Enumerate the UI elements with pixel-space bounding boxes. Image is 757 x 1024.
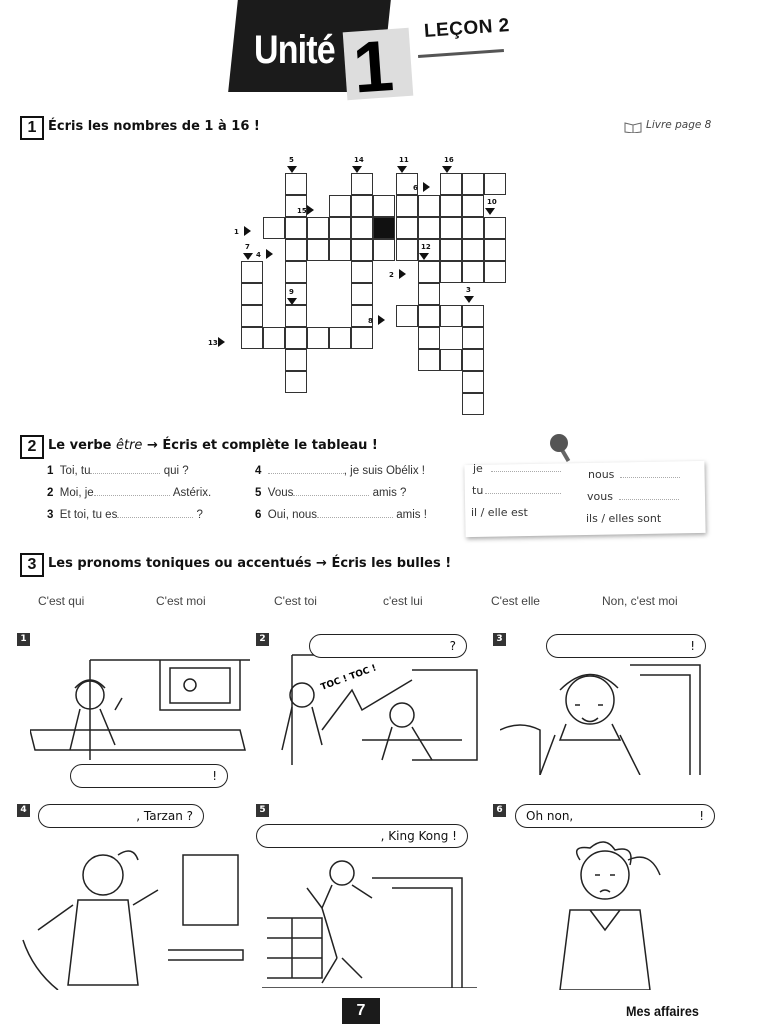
word-bank-item: C'est toi [274,594,317,608]
crossword-cell[interactable] [484,173,506,195]
crossword-cell[interactable] [440,305,462,327]
word-bank-item: Non, c'est moi [602,594,678,608]
crossword-cell[interactable] [351,283,373,305]
unit-title: Unité [254,28,335,72]
ex2-item-5[interactable]: 5 Vous amis ? [255,487,407,499]
panel-1-illustration [30,650,255,770]
knock-sound-effect: TOC ! TOC ! [319,663,378,693]
arrow-right-icon [423,182,430,192]
crossword-cell[interactable] [440,195,462,217]
crossword-clue-number: 11 [399,156,409,164]
arrow-down-icon [397,166,407,173]
crossword-clue-number: 10 [487,198,497,206]
crossword-clue-number: 4 [256,251,261,259]
panel-number: 4 [17,804,30,817]
word-bank-item: C'est elle [491,594,540,608]
crossword-cell[interactable] [462,327,484,349]
crossword-cell[interactable] [285,239,307,261]
crossword-cell[interactable] [462,349,484,371]
crossword-cell[interactable] [462,195,484,217]
crossword-cell[interactable] [307,239,329,261]
crossword-clue-number: 9 [289,288,294,296]
panel-6-illustration [510,830,700,990]
crossword-cell[interactable] [329,195,351,217]
lesson-title: LEÇON 2 [423,15,511,42]
crossword-cell[interactable] [462,261,484,283]
crossword-cell[interactable] [462,393,484,415]
arrow-right-icon [218,337,225,347]
panel-3-illustration [500,650,710,775]
crossword-cell[interactable] [329,217,351,239]
crossword-clue-number: 6 [413,184,418,192]
crossword-black-cell [373,217,395,239]
arrow-down-icon [442,166,452,173]
ex2-item-1[interactable]: 1 Toi, tu qui ? [47,465,189,477]
crossword-cell[interactable] [418,305,440,327]
ex2-item-4[interactable]: 4 , je suis Obélix ! [255,465,425,477]
crossword-clue-number: 16 [444,156,454,164]
crossword-cell[interactable] [440,239,462,261]
exercise-2-title: Le verbe être → Écris et complète le tableau ! [48,438,378,453]
crossword-cell[interactable] [418,261,440,283]
crossword-cell[interactable] [285,173,307,195]
exercise-1-title: Écris les nombres de 1 à 16 ! [48,119,260,134]
word-bank-item: C'est qui [38,594,85,608]
crossword-cell[interactable] [484,261,506,283]
table-il: il / elle est [471,506,528,519]
crossword-cell[interactable] [484,217,506,239]
crossword-cell[interactable] [418,349,440,371]
crossword-cell[interactable] [241,305,263,327]
exercise-2-number: 2 [20,435,44,459]
crossword-cell[interactable] [462,305,484,327]
crossword-cell[interactable] [418,327,440,349]
arrow-right-icon [244,226,251,236]
panel-number: 1 [17,633,30,646]
crossword-cell[interactable] [440,261,462,283]
panel-4-illustration [18,830,248,990]
panel-number: 3 [493,633,506,646]
panel-number: 5 [256,804,269,817]
crossword-cell[interactable] [351,239,373,261]
crossword-cell[interactable] [396,217,418,239]
table-tu[interactable]: tu [472,484,561,497]
exercise-3-title: Les pronoms toniques ou accentués → Écris les bulles ! [48,556,452,571]
crossword-clue-number: 2 [389,271,394,279]
arrow-down-icon [243,253,253,260]
crossword-cell[interactable] [373,195,395,217]
crossword-cell[interactable] [440,173,462,195]
crossword-cell[interactable] [307,217,329,239]
arrow-down-icon [464,296,474,303]
crossword-cell[interactable] [329,327,351,349]
crossword-cell[interactable] [285,217,307,239]
crossword-cell[interactable] [351,327,373,349]
table-je[interactable]: je [473,462,561,475]
table-ils: ils / elles sont [586,512,662,525]
ex2-item-2[interactable]: 2 Moi, je Astérix. [47,487,212,499]
crossword-cell[interactable] [285,371,307,393]
crossword-grid [0,0,757,430]
crossword-cell[interactable] [263,217,285,239]
crossword-cell[interactable] [484,239,506,261]
ex2-item-6[interactable]: 6 Oui, nous amis ! [255,509,427,521]
crossword-cell[interactable] [462,371,484,393]
table-vous[interactable]: vous [587,490,679,503]
crossword-clue-number: 14 [354,156,364,164]
crossword-cell[interactable] [351,195,373,217]
crossword-cell[interactable] [396,239,418,261]
crossword-cell[interactable] [418,283,440,305]
arrow-down-icon [287,298,297,305]
crossword-cell[interactable] [285,305,307,327]
crossword-cell[interactable] [241,283,263,305]
speech-bubble-6[interactable]: Oh non, ! [515,804,715,828]
crossword-cell[interactable] [440,217,462,239]
crossword-clue-number: 12 [421,243,431,251]
panel-5-illustration [262,848,477,988]
table-nous[interactable]: nous [588,468,680,481]
section-title: Mes affaires [626,1003,699,1019]
word-bank-item: C'est moi [156,594,206,608]
crossword-cell[interactable] [462,173,484,195]
arrow-right-icon [307,205,314,215]
crossword-cell[interactable] [263,327,285,349]
crossword-clue-number: 5 [289,156,294,164]
panel-number: 6 [493,804,506,817]
speech-bubble-4[interactable]: , Tarzan ? [38,804,204,828]
crossword-clue-number: 3 [466,286,471,294]
unit-number-badge: 1 [343,28,414,100]
crossword-cell[interactable] [285,261,307,283]
crossword-cell[interactable] [241,261,263,283]
crossword-cell[interactable] [351,261,373,283]
speech-bubble-2[interactable]: ? [309,634,467,658]
crossword-cell[interactable] [241,327,263,349]
speech-bubble-3[interactable]: ! [546,634,706,658]
crossword-cell[interactable] [440,349,462,371]
crossword-cell[interactable] [418,195,440,217]
ex2-item-3[interactable]: 3 Et toi, tu es ? [47,509,203,521]
arrow-down-icon [352,166,362,173]
crossword-cell[interactable] [396,195,418,217]
exercise-3-number: 3 [20,553,44,577]
crossword-clue-number: 13 [208,339,218,347]
crossword-clue-number: 1 [234,228,239,236]
panel-number: 2 [256,633,269,646]
arrow-down-icon [419,253,429,260]
book-page-reference: Livre page 8 [646,119,712,131]
crossword-clue-number: 7 [245,243,250,251]
crossword-clue-number: 15 [297,207,307,215]
pushpin-icon [550,434,568,452]
arrow-right-icon [266,249,273,259]
crossword-cell[interactable] [418,217,440,239]
crossword-cell[interactable] [329,239,351,261]
crossword-cell[interactable] [396,305,418,327]
crossword-cell[interactable] [285,349,307,371]
crossword-cell[interactable] [462,239,484,261]
crossword-cell[interactable] [351,173,373,195]
crossword-cell[interactable] [307,327,329,349]
page-number: 7 [342,998,380,1024]
speech-bubble-1[interactable]: ! [70,764,228,788]
arrow-down-icon [485,208,495,215]
arrow-down-icon [287,166,297,173]
crossword-cell[interactable] [351,217,373,239]
crossword-cell[interactable] [373,239,395,261]
speech-bubble-5[interactable]: , King Kong ! [256,824,468,848]
word-bank-item: c'est lui [383,594,423,608]
crossword-clue-number: 8 [368,317,373,325]
arrow-right-icon [378,315,385,325]
exercise-1-number: 1 [20,116,44,140]
arrow-right-icon [399,269,406,279]
crossword-cell[interactable] [285,327,307,349]
panel-2-illustration [262,650,487,770]
crossword-cell[interactable] [462,217,484,239]
